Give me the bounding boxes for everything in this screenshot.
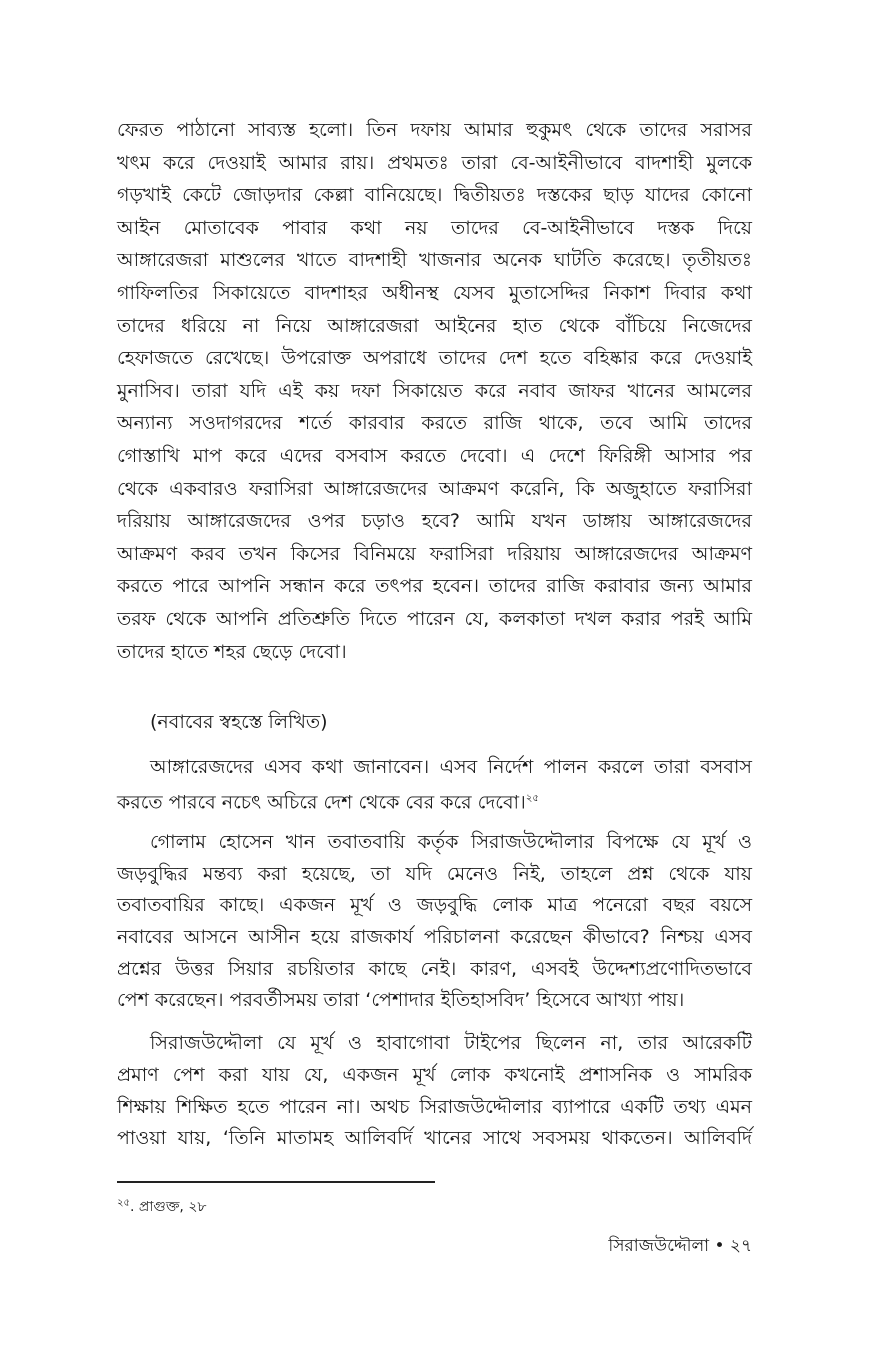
page-number: ২৭ [729, 1236, 752, 1256]
line-text: আক্রমণ করব তখন কিসের বিনিময়ে ফরাসিরা দরিয়ায় আঙ্গারেজদের আক্রমণ [117, 542, 752, 565]
text-line [117, 247, 752, 273]
page-footer [608, 1233, 752, 1261]
footnote-text: . প্রাগুক্ত, ২৮ [130, 1199, 207, 1215]
line-text: করতে পারে আপনি সন্ধান করে তৎপর হবেন। তাদের রাজি করাবার জন্য আমার [117, 575, 752, 598]
line-text: সিরাজউদ্দৌলা যে মূর্খ ও হাবাগোবা টাইপের ছিলেন না, তার আরেকটি [150, 1032, 752, 1054]
text-line [117, 639, 752, 665]
footnote-rule [117, 1181, 435, 1183]
footnote-marker: ২৫ [117, 1197, 130, 1209]
line-text: তবাতবায়ির কাছে। একজন মূর্খ ও জড়বুদ্ধি লোক মাত্র পনেরো বছর বয়সে [117, 894, 752, 916]
line-text: থেকে একবারও ফরাসিরা আঙ্গারেজদের আক্রমণ করেনি, কি অজুহাতে ফরাসিরা [117, 477, 752, 500]
text-line [117, 150, 752, 176]
text-line [117, 410, 752, 436]
line-text: তাদের ধরিয়ে না নিয়ে আঙ্গারেজরা আইনের হাত থেকে বাঁচিয়ে নিজেদের [117, 314, 752, 337]
text-line [117, 345, 752, 371]
text-line [150, 709, 752, 735]
line-text: গোস্তাখি মাপ করে এদের বসবাস করতে দেবো। এ দেশে ফিরিঙ্গী আসার পর [117, 445, 752, 467]
text-line [117, 1062, 752, 1088]
line-text: তাদের হাতে শহর ছেড়ে দেবো। [117, 640, 347, 663]
line-text: ফেরত পাঠানো সাব্যস্ত হলো। তিন দফায় আমার হুকুমৎ থেকে তাদের সরাসর [117, 119, 752, 141]
line-text: তরফ থেকে আপনি প্রতিশ্রুতি দিতে পারেন যে, কলকাতা দখল করার পরই আমি [117, 608, 752, 630]
text-line [117, 476, 752, 502]
line-text: নবাবের আসনে আসীন হয়ে রাজকার্য পরিচালনা করেছেন কীভাবে? নিশ্চয় এসব [117, 926, 752, 948]
line-text: আঙ্গারেজদের এসব কথা জানাবেন। এসব নির্দেশ পালন করলে তারা বসবাস [150, 756, 752, 778]
text-line [117, 117, 752, 143]
text-line [150, 1030, 752, 1056]
text-line [117, 182, 752, 208]
line-text: (নবাবের স্বহস্তে লিখিত) [150, 711, 328, 733]
text-line [117, 378, 752, 404]
text-line [117, 313, 752, 339]
text-line [117, 892, 752, 918]
text-line [117, 987, 752, 1013]
footnote [117, 1195, 207, 1219]
line-text: আইন মোতাবেক পাবার কথা নয় তাদের বে-আইনীভাবে দস্তক দিয়ে [117, 216, 752, 239]
footer-separator: • [714, 1236, 725, 1256]
line-text: প্রশ্নের উত্তর সিয়ার রচয়িতার কাছে নেই। কারণ, এসবই উদ্দেশ্যপ্রণোদিতভাবে [117, 958, 752, 980]
line-text: খৎম করে দেওয়াই আমার রায়। প্রথমতঃ তারা বে-আইনীভাবে বাদশাহী মুলকে [117, 151, 752, 174]
text-line [117, 215, 752, 241]
text-line [117, 861, 752, 887]
line-text: গাফিলতির সিকায়েতে বাদশাহর অধীনস্থ যেসব মুতাসেদ্দির নিকাশ দিবার কথা [117, 282, 752, 304]
text-line [117, 1125, 752, 1151]
line-text: গোলাম হোসেন খান তবাতবায়ি কর্তৃক সিরাজউদ্দৌলার বিপক্ষে যে মূর্খ ও [150, 831, 752, 853]
text-line [117, 606, 752, 632]
line-text: আঙ্গারেজরা মাশুলের খাতে বাদশাহী খাজনার অনেক ঘাটতি করেছে। তৃতীয়তঃ [117, 249, 752, 272]
line-text: হেফাজতে রেখেছে। উপরোক্ত অপরাধে তাদের দেশ হতে বহিষ্কার করে দেওয়াই [117, 347, 752, 370]
text-line [117, 1094, 752, 1120]
line-text: প্রমাণ পেশ করা যায় যে, একজন মূর্খ লোক কখনোই প্রশাসনিক ও সামরিক [117, 1064, 752, 1086]
line-text: পাওয়া যায়, ‘তিনি মাতামহ আলিবর্দি খানের সাথে সবসময় থাকতেন। আলিবর্দি [117, 1127, 752, 1149]
line-text: করতে পারবে নচেৎ অচিরে দেশ থেকে বের করে দেবো। [117, 791, 526, 814]
text-line [150, 754, 752, 780]
footnote-reference[interactable]: ২৫ [525, 793, 539, 804]
running-title: সিরাজউদ্দৌলা [608, 1236, 710, 1256]
text-line [117, 956, 752, 982]
text-line [117, 924, 752, 950]
line-text: দরিয়ায় আঙ্গারেজদের ওপর চড়াও হবে? আমি যখন ডাঙ্গায় আঙ্গারেজদের [117, 510, 752, 533]
text-line [117, 443, 752, 469]
line-text: পেশ করেছেন। পরবর্তীসময় তারা ‘পেশাদার ইতিহাসবিদ’ হিসেবে আখ্যা পায়। [117, 989, 685, 1011]
line-text: মুনাসিব। তারা যদি এই কয় দফা সিকায়েত করে নবাব জাফর খানের আমলের [117, 379, 752, 402]
line-text: অন্যান্য সওদাগরদের শর্তে কারবার করতে রাজি থাকে, তবে আমি তাদের [117, 412, 752, 435]
text-line [150, 829, 752, 855]
text-line [117, 541, 752, 567]
line-text: জড়বুদ্ধির মন্তব্য করা হয়েছে, তা যদি মেনেও নিই, তাহলে প্রশ্ন থেকে যায় [117, 863, 752, 885]
line-text: গড়খাই কেটে জোড়দার কেল্লা বানিয়েছে। দ্বিতীয়তঃ দস্তকের ছাড় যাদের কোনো [117, 184, 752, 207]
text-line [117, 280, 752, 306]
text-line [117, 573, 752, 599]
text-line [117, 508, 752, 534]
text-line [117, 786, 752, 815]
line-text: শিক্ষায় শিক্ষিত হতে পারেন না। অথচ সিরাজউদ্দৌলার ব্যাপারে একটি তথ্য এমন [117, 1096, 752, 1118]
